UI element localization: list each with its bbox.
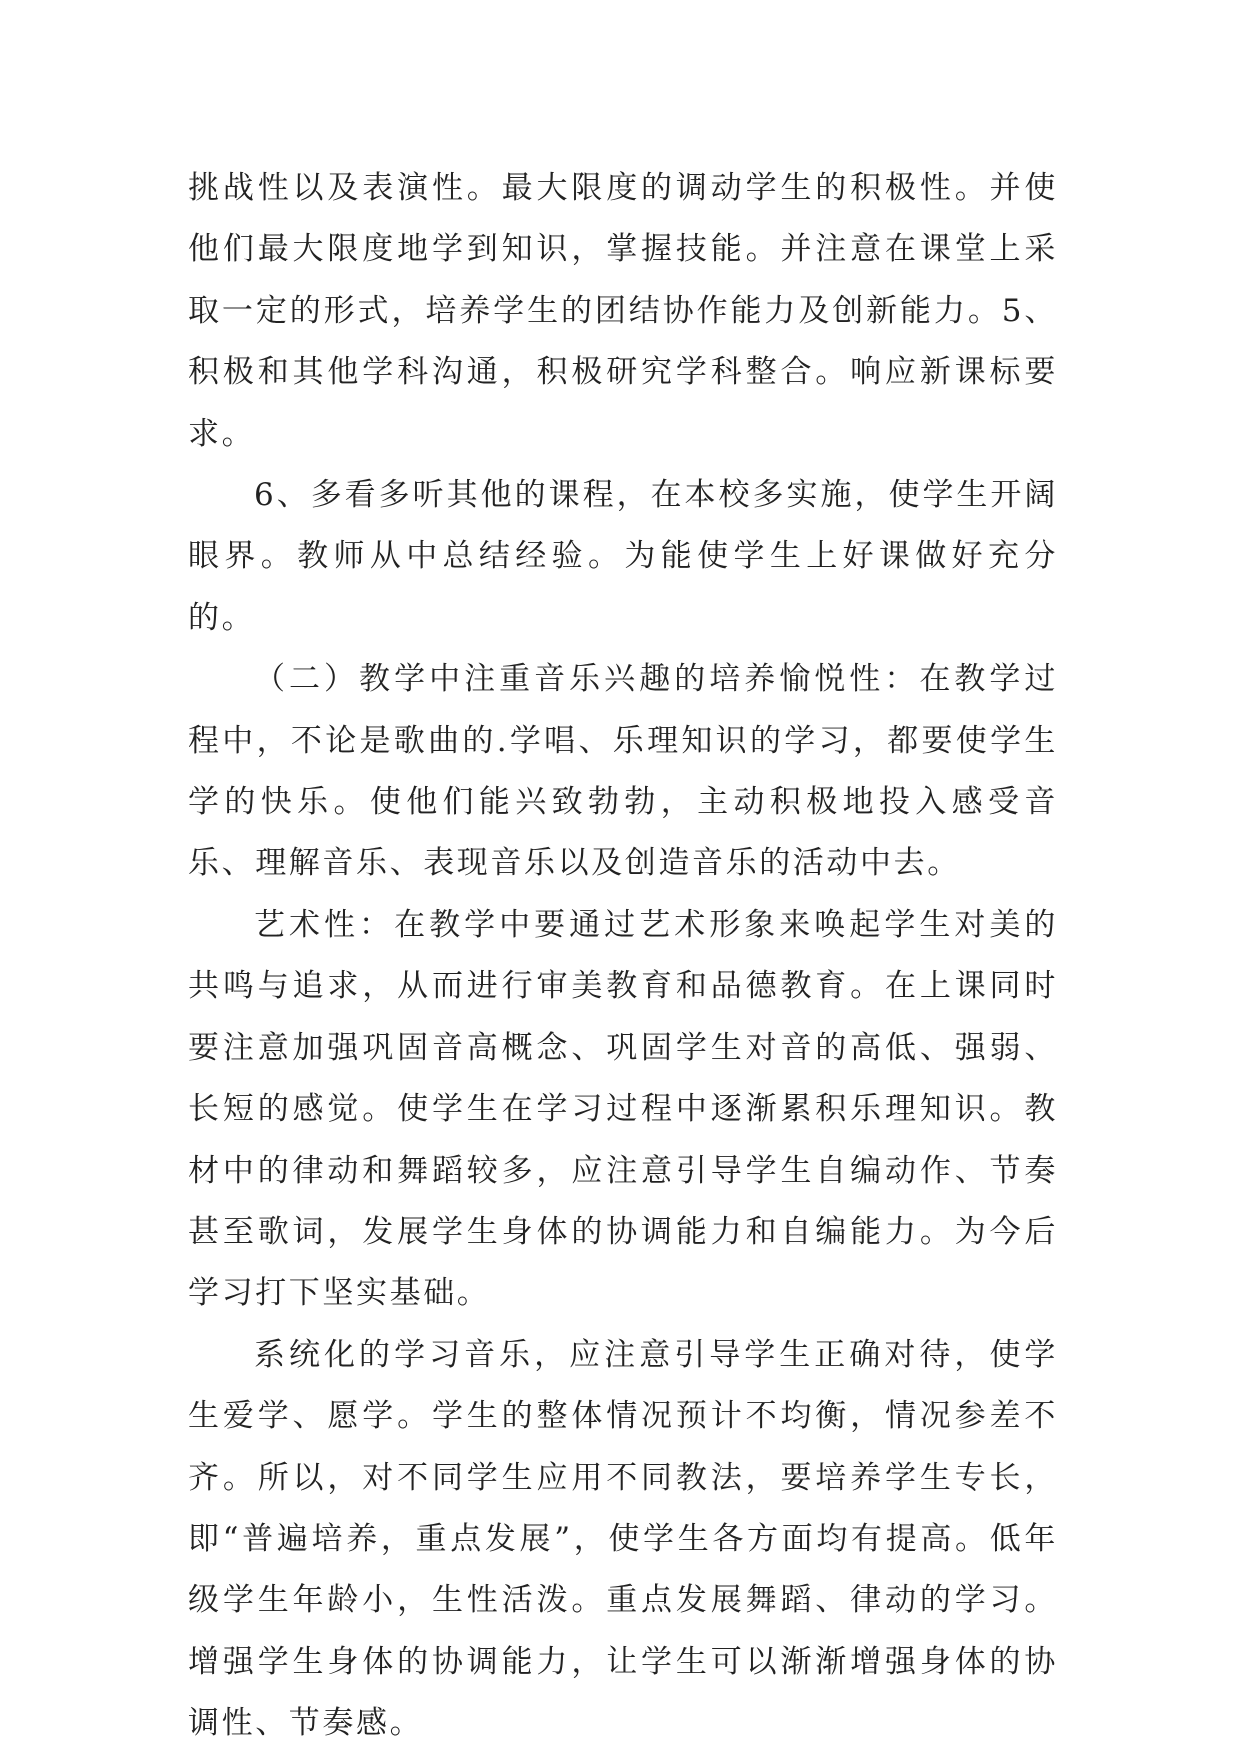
body-text [188, 158, 1058, 1755]
paragraph-3: （二）教学中注重音乐兴趣的培养愉悦性：在教学过程中，不论是歌曲的.学唱、乐理知识的学习，都要使学生学的快乐。使他们能兴致勃勃，主动积极地投入感受音乐、理解音乐、表现音乐以及创造音乐的活动中去。 [188, 661, 1058, 882]
paragraph-2: 6、多看多听其他的课程，在本校多实施，使学生开阔眼界。教师从中总结经验。为能使学生上好课做好充分的。 [188, 477, 1058, 636]
paragraph-4: 艺术性：在教学中要通过艺术形象来唤起学生对美的共鸣与追求，从而进行审美教育和品德教育。在上课同时要注意加强巩固音高概念、巩固学生对音的高低、强弱、长短的感觉。使学生在学习过程中逐渐累积乐理知识。教材中的律动和舞蹈较多，应注意引导学生自编动作、节奏甚至歌词，发展学生身体的协调能力和自编能力。为今后学习打下坚实基础。 [188, 906, 1058, 1312]
paragraph-5: 系统化的学习音乐，应注意引导学生正确对待，使学生爱学、愿学。学生的整体情况预计不均衡，情况参差不齐。所以，对不同学生应用不同教法，要培养学生专长，即“普遍培养，重点发展”，使学生各方面均有提高。低年级学生年龄小，生性活泼。重点发展舞蹈、律动的学习。增强学生身体的协调能力，让学生可以渐渐增强身体的协调性、节奏感。 [188, 1336, 1058, 1742]
paragraph-1: 挑战性以及表演性。最大限度的调动学生的积极性。并使他们最大限度地学到知识，掌握技能。并注意在课堂上采取一定的形式，培养学生的团结协作能力及创新能力。5、积极和其他学科沟通，积极研究学科整合。响应新课标要求。 [188, 170, 1058, 452]
